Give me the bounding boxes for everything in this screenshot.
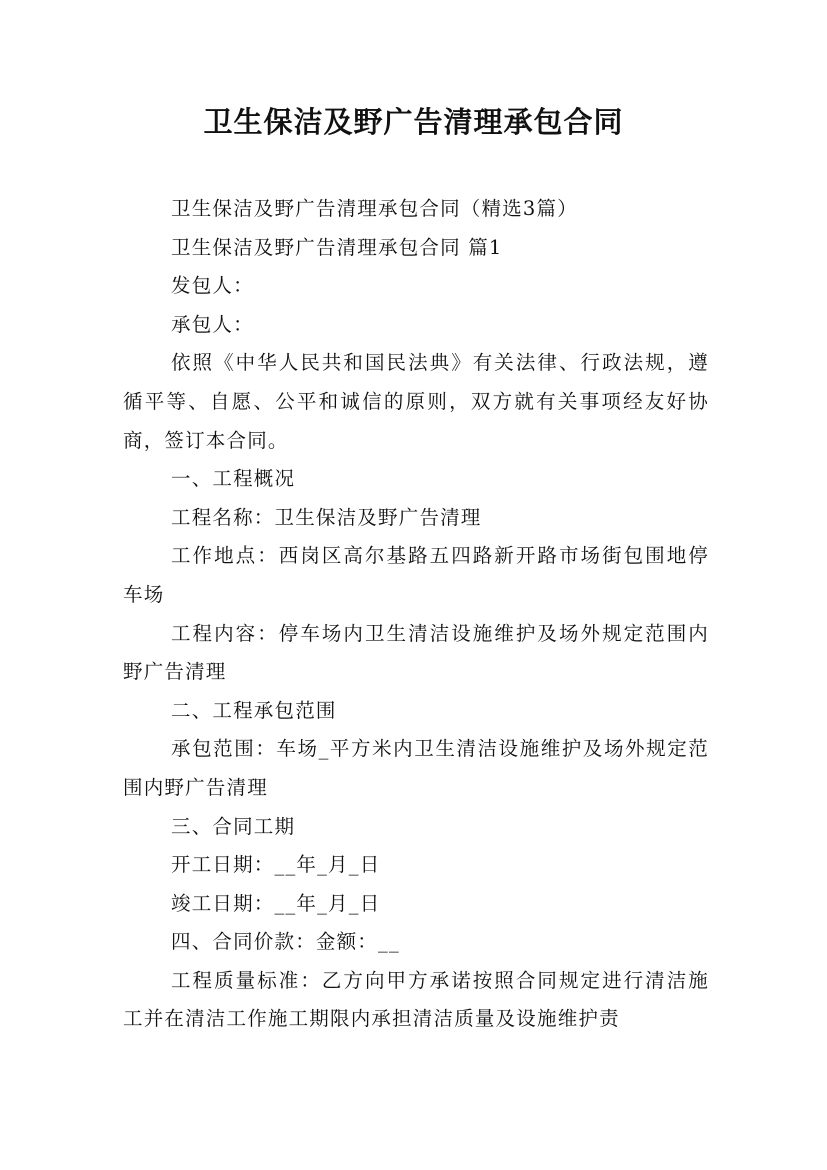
- paragraph-work-content: 工程内容：停车场内卫生清洁设施维护及场外规定范围内野广告清理: [123, 621, 709, 684]
- section-heading-price: 四、合同价款：金额：__: [171, 930, 400, 954]
- paragraph-chapter-heading: 卫生保洁及野广告清理承包合同 篇1: [171, 235, 503, 259]
- document-body: [123, 190, 709, 1039]
- paragraph-preamble: 依照《中华人民共和国民法典》有关法律、行政法规，遵循平等、自愿、公平和诚信的原则，双方就有关事项经友好协商，签订本合同。: [123, 351, 709, 452]
- paragraph-quality-standard: 工程质量标准：乙方向甲方承诺按照合同规定进行清洁施工并在清洁工作施工期限内承担清洁质量及设施维护责: [123, 968, 709, 1031]
- section-heading-period: 三、合同工期: [171, 814, 296, 838]
- paragraph-subtitle: 卫生保洁及野广告清理承包合同（精选3篇）: [171, 197, 578, 220]
- section-heading-overview: 一、工程概况: [171, 467, 296, 491]
- paragraph-contractor: 承包人：: [171, 312, 254, 336]
- paragraph-start-date: 开工日期：__年_月_日: [171, 853, 381, 877]
- document-title: 卫生保洁及野广告清理承包合同: [203, 105, 624, 139]
- paragraph-work-location: 工作地点：西岗区高尔基路五四路新开路市场街包围地停车场: [123, 544, 709, 606]
- paragraph-project-name: 工程名称：卫生保洁及野广告清理: [171, 505, 482, 529]
- paragraph-completion-date: 竣工日期：__年_月_日: [171, 891, 381, 915]
- section-heading-scope: 二、工程承包范围: [171, 698, 337, 722]
- paragraph-employer: 发包人：: [171, 274, 254, 298]
- paragraph-scope: 承包范围：车场_平方米内卫生清洁设施维护及场外规定范围内野广告清理: [123, 737, 709, 799]
